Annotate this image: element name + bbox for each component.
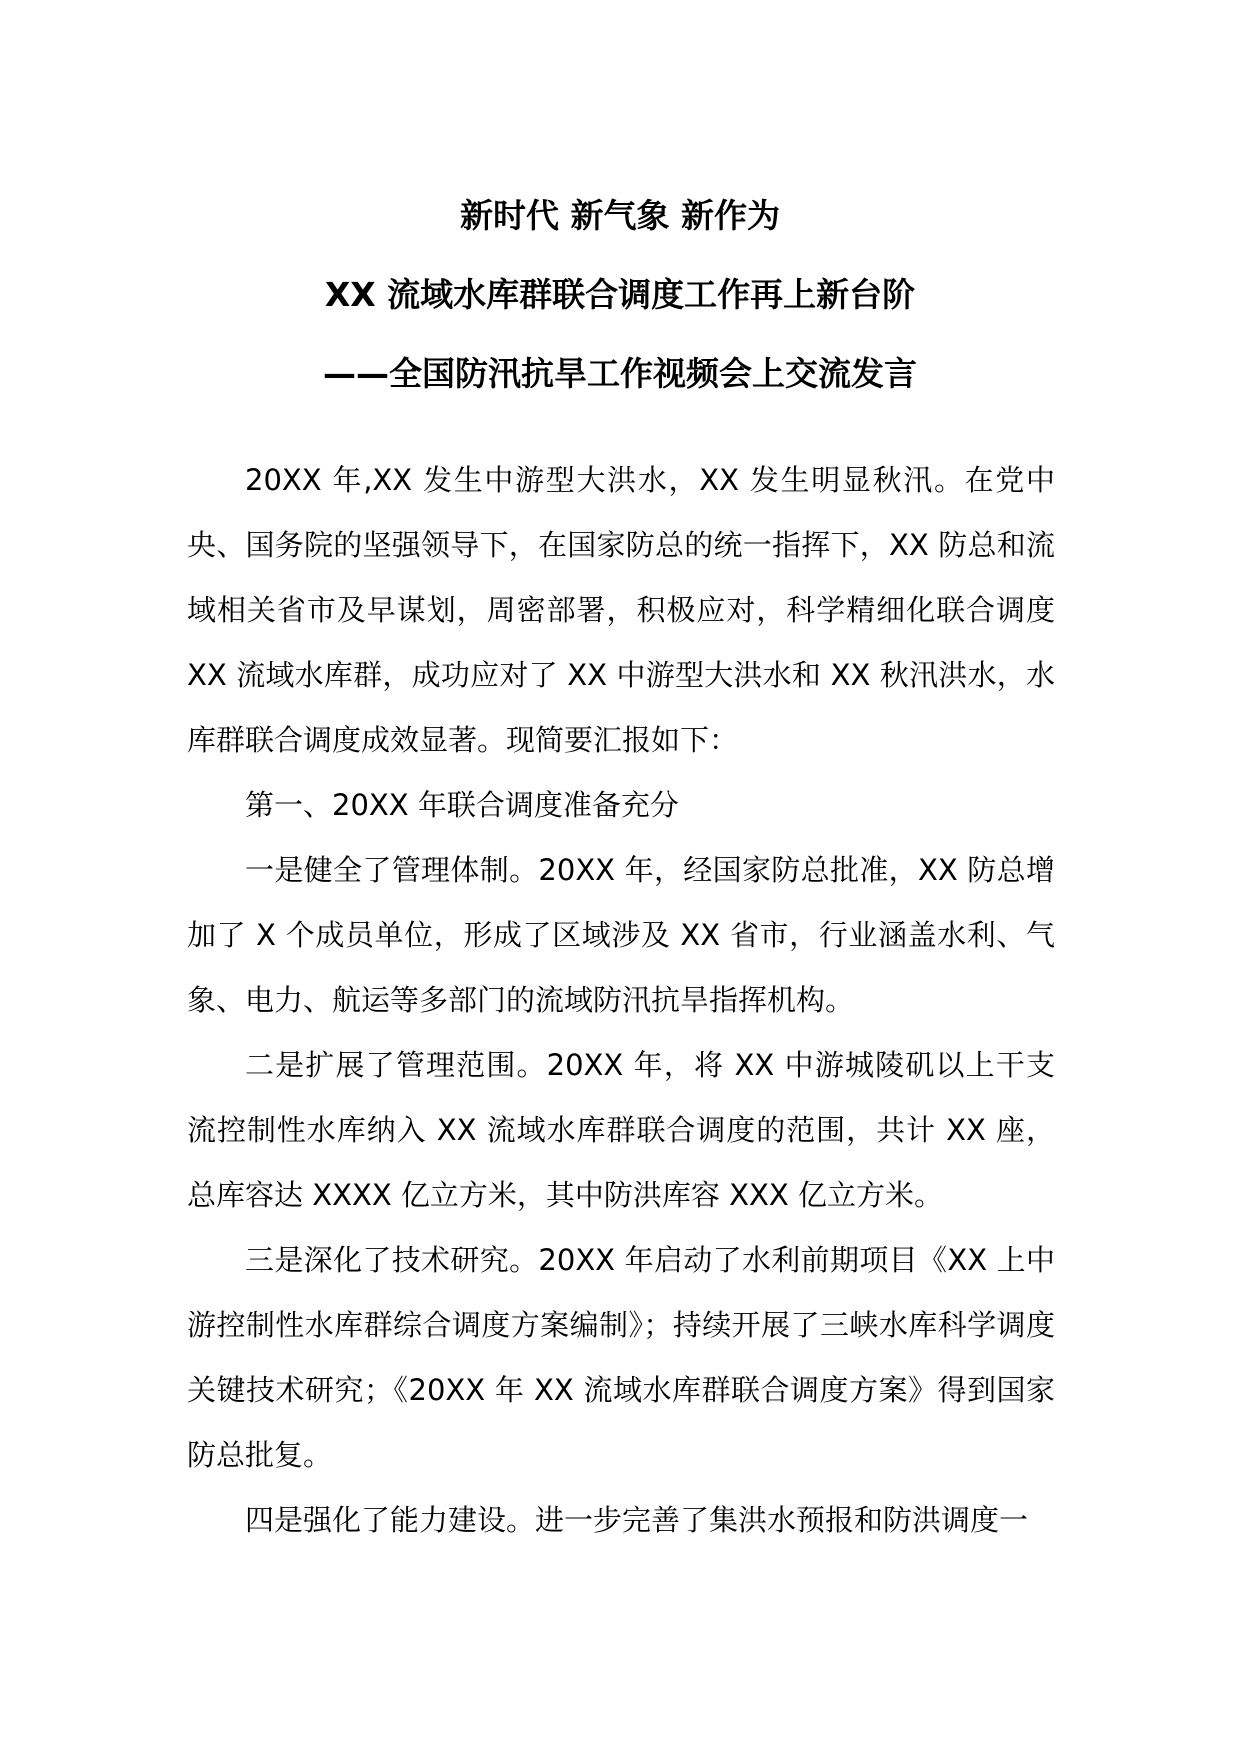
paragraph-item-2: 二是扩展了管理范围。20XX 年，将 XX 中游城陵矶以上干支流控制性水库纳入 XX 流域水库群联合调度的范围，共计 XX 座，总库容达 XXXX 亿立方米，其中防洪库容 XXX 亿立方米。 <box>187 1048 1055 1212</box>
document-body <box>187 448 1055 1553</box>
paragraph-item-1: 一是健全了管理体制。20XX 年，经国家防总批准，XX 防总增加了 X 个成员单位，形成了区域涉及 XX 省市，行业涵盖水利、气象、电力、航运等多部门的流域防汛抗旱指挥机构。 <box>187 853 1055 1017</box>
document-title-block <box>0 190 1240 427</box>
paragraph-intro: 20XX 年,XX 发生中游型大洪水，XX 发生明显秋汛。在党中央、国务院的坚强领导下，在国家防总的统一指挥下，XX 防总和流域相关省市及早谋划，周密部署，积极应对，科学精细化联合调度 XX 流域水库群，成功应对了 XX 中游型大洪水和 XX 秋汛洪水，水库群联合调度成效显著。现简要汇报如下： <box>187 463 1055 757</box>
title-subtitle: ——全国防汛抗旱工作视频会上交流发言 <box>323 354 917 393</box>
title-main: XX 流域水库群联合调度工作再上新台阶 <box>324 275 916 314</box>
section-heading: 第一、20XX 年联合调度准备充分 <box>245 788 679 822</box>
paragraph-item-4: 四是强化了能力建设。进一步完善了集洪水预报和防洪调度一 <box>245 1503 1029 1537</box>
paragraph-item-3: 三是深化了技术研究。20XX 年启动了水利前期项目《XX 上中游控制性水库群综合调度方案编制》；持续开展了三峡水库科学调度关键技术研究；《20XX 年 XX 流域水库群联合调度方案》得到国家防总批复。 <box>187 1243 1055 1472</box>
title-slogan: 新时代 新气象 新作为 <box>460 196 780 235</box>
